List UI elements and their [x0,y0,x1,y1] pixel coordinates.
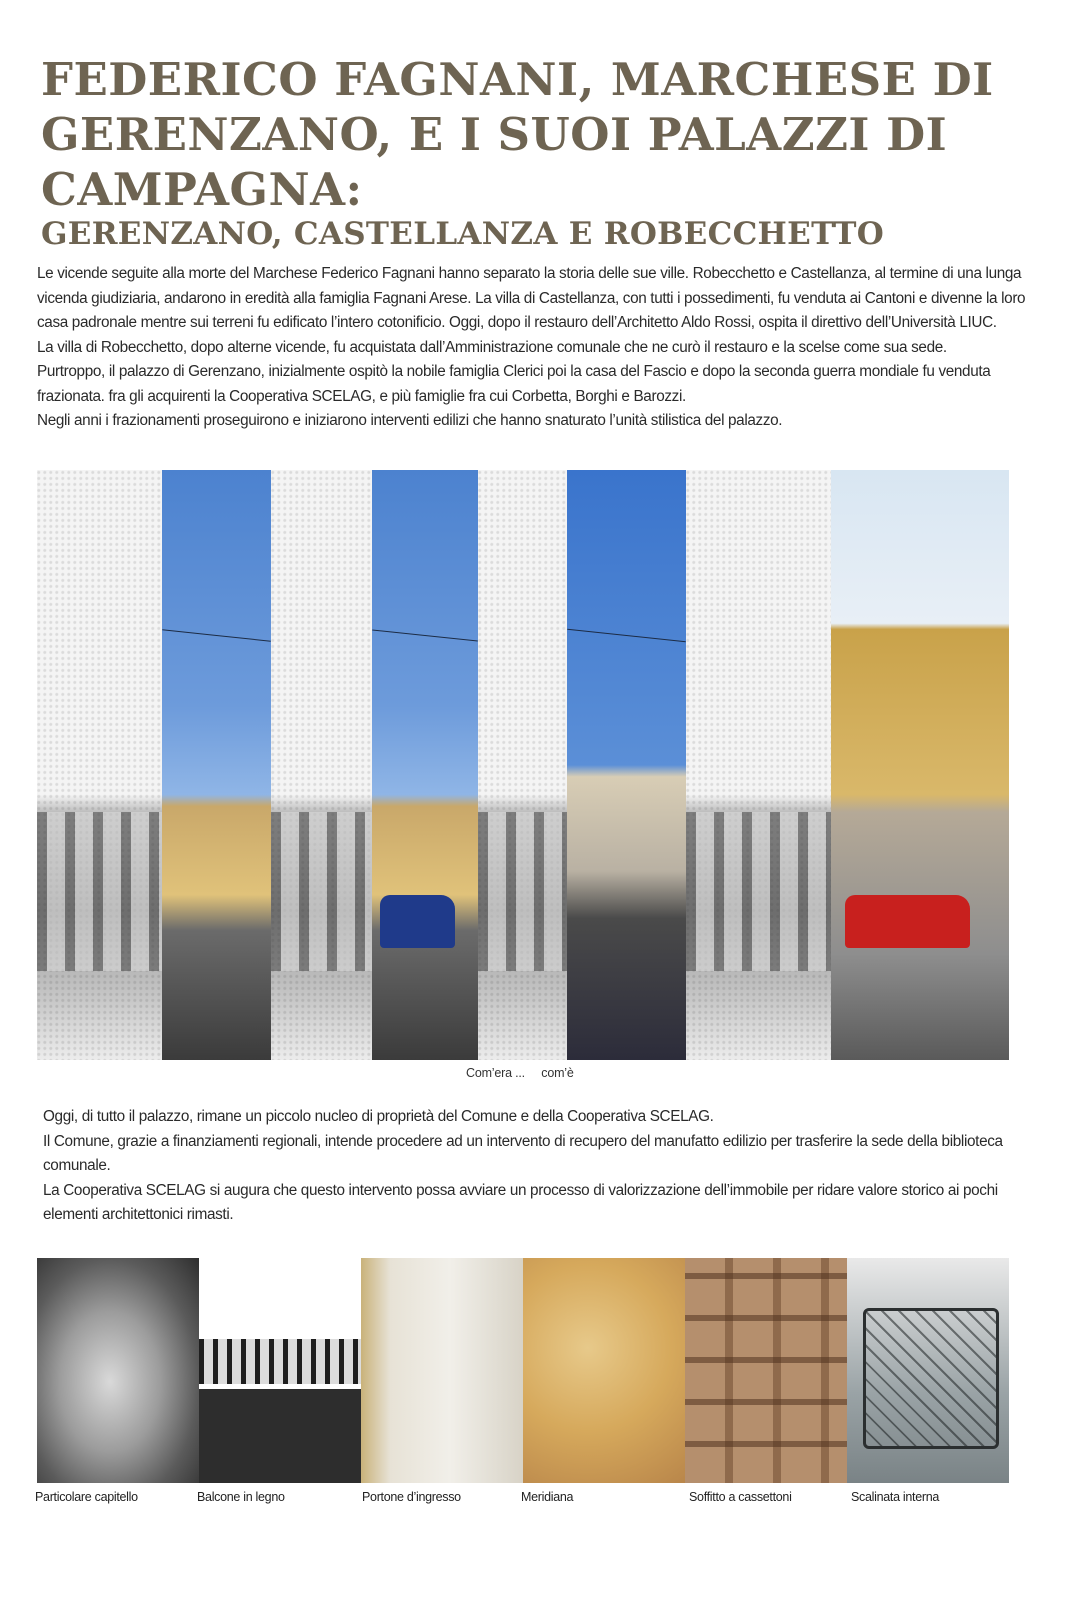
page-title [41,52,1041,217]
outro-paragraph: La Cooperativa SCELAG si augura che questo intervento possa avviare un processo di valorizzazione dell’immobile per ridare valore storico ai pochi elementi architettonici rimasti. [43,1181,998,1223]
modern-photo-slice [831,470,1009,1060]
entrance-portal-photo [361,1258,523,1483]
detail-caption: Soffitto a cassettoni [689,1490,792,1504]
historic-photo-slice [686,470,831,1060]
title-line-2: GERENZANO, E I SUOI PALAZZI DI [41,108,948,161]
intro-paragraph: La villa di Robecchetto, dopo alterne vicende, fu acquistata dall’Amministrazione comunale che ne curò il restauro e la scelse come sua sede. [37,338,947,356]
historic-photo-slice [478,470,567,1060]
wooden-balcony-photo [199,1258,361,1483]
detail-caption: Particolare capitello [35,1490,138,1504]
modern-photo-slice [162,470,271,1060]
outro-paragraph: Oggi, di tutto il palazzo, rimane un piccolo nucleo di proprietà del Comune e della Cooperativa SCELAG. [43,1108,714,1125]
capital-detail-photo [37,1258,199,1483]
title-line-3: CAMPAGNA: [41,163,363,216]
title-line-1: FEDERICO FAGNANI, MARCHESE DI [41,53,994,106]
detail-caption: Meridiana [521,1490,574,1504]
detail-caption: Portone d’ingresso [362,1490,461,1504]
outro-paragraph: Il Comune, grazie a finanziamenti regionali, intende procedere ad un intervento di recupero del manufatto edilizio per trasferire la sede della biblioteca comunale. [43,1132,1003,1174]
then-and-now-photo-strip [37,470,1009,1060]
detail-caption: Scalinata interna [851,1490,940,1504]
page-subtitle: GERENZANO, CASTELLANZA E ROBECCHETTO [41,216,885,252]
historic-photo-slice [37,470,162,1060]
intro-paragraph: Purtroppo, il palazzo di Gerenzano, inizialmente ospitò la nobile famiglia Clerici poi la casa del Fascio e dopo la seconda guerra mondiale fu venduta frazionata. fra gli acquirenti la Cooperativa SCELAG, e più famiglie fra cui Corbetta, Borghi e Barozzi. [37,363,991,405]
architectural-details-gallery [37,1258,1009,1483]
intro-paragraph: Negli anni i frazionamenti proseguirono e iniziarono interventi edilizi che hanno snaturato l’unità stilistica del palazzo. [37,412,783,429]
intro-text [37,262,1032,434]
details-captions [35,1490,1015,1510]
intro-paragraph: Le vicende seguite alla morte del Marchese Federico Fagnani hanno separato la storia delle sue ville. Robecchetto e Castellanza, al termine di una lunga vicenda giudiziaria, andarono in eredità alla famiglia Fagnani Arese. La villa di Castellanza, con tutti i possedimenti, fu venduta ai Cantoni e divenne la loro casa padronale mentre sui terreni fu edificato l’intero cotonificio. Oggi, dopo il restauro dell’Architetto Aldo Rossi, ospita il direttivo dell’Università LIUC. [37,265,1026,331]
modern-photo-slice [372,470,478,1060]
outro-text [43,1105,1033,1228]
interior-staircase-photo [847,1258,1009,1483]
photo-strip-caption: Com’era ... com’è [466,1066,574,1080]
coffered-ceiling-photo [685,1258,847,1483]
modern-photo-slice [567,470,686,1060]
historic-photo-slice [271,470,372,1060]
sundial-photo [523,1258,685,1483]
detail-caption: Balcone in legno [197,1490,285,1504]
